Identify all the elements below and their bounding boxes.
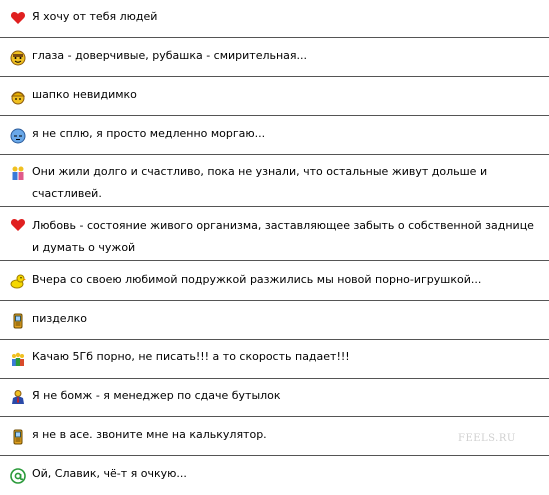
status-text: я не сплю, я просто медленно моргаю... bbox=[32, 127, 266, 140]
sleepy-face-icon bbox=[10, 128, 26, 144]
people-group-icon bbox=[10, 351, 26, 367]
list-item bbox=[0, 456, 549, 495]
status-text: Я не бомж - я менеджер по сдаче бутылок bbox=[32, 389, 281, 402]
list-item bbox=[0, 0, 549, 38]
duck-icon bbox=[10, 273, 26, 289]
list-item bbox=[0, 340, 549, 379]
status-text: я не в асе. звоните мне на калькулятор. bbox=[32, 428, 267, 441]
list-item bbox=[0, 77, 549, 116]
status-text: глаза - доверчивые, рубашка - смирительная... bbox=[32, 49, 308, 62]
hard-hat-face-icon bbox=[10, 89, 26, 105]
list-item bbox=[0, 301, 549, 340]
status-text: Вчера со своею любимой подружкой разжились мы новой порно-игрушкой... bbox=[32, 273, 482, 286]
status-text: шапко невидимко bbox=[32, 88, 137, 101]
status-text: Я хочу от тебя людей bbox=[32, 10, 158, 23]
list-item bbox=[0, 38, 549, 77]
status-text: пизделко bbox=[32, 312, 87, 325]
status-text: Любовь - состояние живого организма, заставляющее забыть о собственной заднице и думать о чужой bbox=[32, 219, 534, 254]
status-text: Они жили долго и счастливо, пока не узнали, что остальные живут дольше и счастливей. bbox=[32, 165, 488, 200]
list-item bbox=[0, 379, 549, 417]
list-item bbox=[0, 261, 549, 301]
list-item bbox=[0, 116, 549, 155]
status-text: Ой, Славик, чё-т я очкую... bbox=[32, 467, 187, 480]
heart-icon bbox=[10, 217, 26, 233]
mobile-phone-icon bbox=[10, 313, 26, 329]
list-item bbox=[0, 155, 549, 207]
manager-icon bbox=[10, 389, 26, 405]
watermark: FEELS.RU bbox=[458, 433, 516, 444]
at-sign-icon bbox=[10, 468, 26, 484]
list-item bbox=[0, 207, 549, 261]
status-text: Качаю 5Гб порно, не писать!!! а то скорость падает!!! bbox=[32, 350, 350, 363]
heart-icon bbox=[10, 10, 26, 26]
mobile-phone-icon bbox=[10, 429, 26, 445]
couple-icon bbox=[10, 165, 26, 181]
grin-face-icon bbox=[10, 50, 26, 66]
